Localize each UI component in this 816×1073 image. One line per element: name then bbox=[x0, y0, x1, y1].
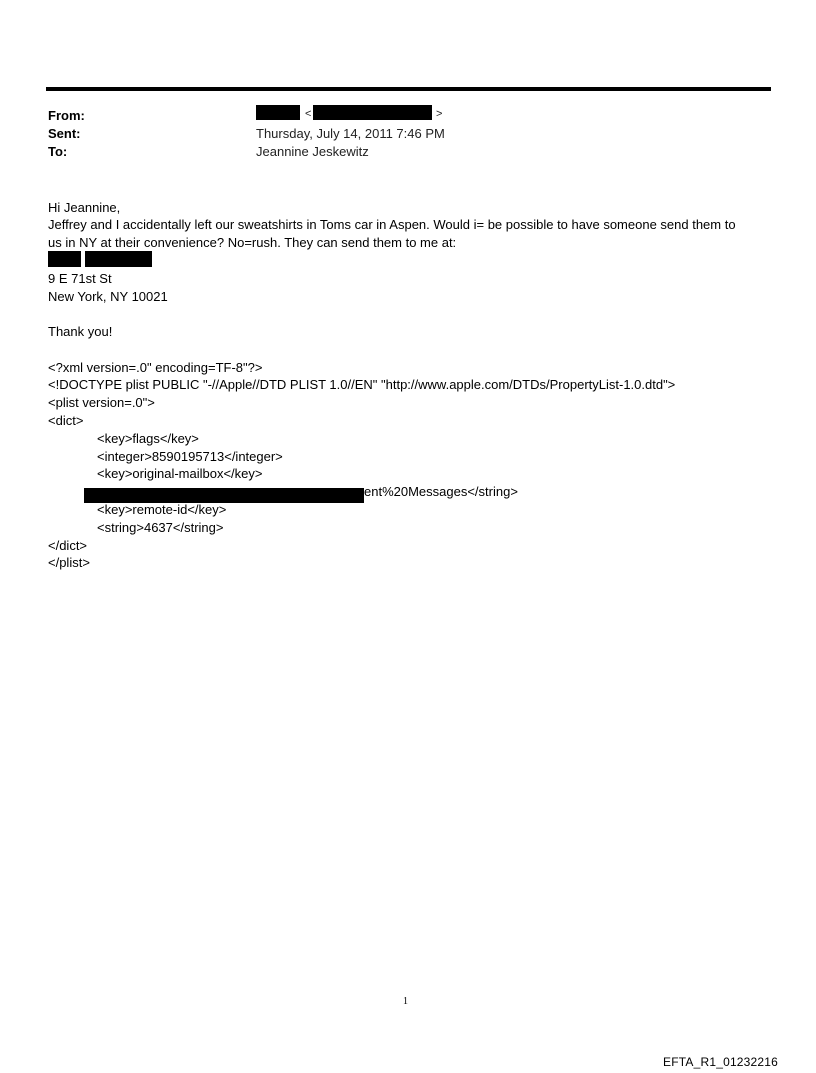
sent-label: Sent: bbox=[48, 126, 81, 141]
body-line-1: Jeffrey and I accidentally left our sweatshirts in Toms car in Aspen. Would i= be possible to have someone send them to bbox=[48, 217, 736, 232]
header-rule bbox=[46, 87, 771, 91]
key-flags: <key>flags</key> bbox=[97, 431, 199, 446]
from-open-bracket: < bbox=[305, 108, 312, 120]
document-id: EFTA_R1_01232216 bbox=[663, 1055, 779, 1069]
plist-close: </plist> bbox=[48, 555, 90, 570]
page-number: 1 bbox=[403, 996, 408, 1007]
from-close-bracket: > bbox=[436, 108, 443, 120]
address-line-2: New York, NY 10021 bbox=[48, 289, 168, 304]
redacted-mailbox-string bbox=[84, 488, 364, 503]
plist-open: <plist version=.0"> bbox=[48, 395, 155, 410]
dict-open: <dict> bbox=[48, 413, 84, 428]
thanks-line: Thank you! bbox=[48, 324, 113, 339]
redacted-sender-email bbox=[313, 105, 432, 120]
dict-close: </dict> bbox=[48, 538, 88, 553]
xml-declaration: <?xml version=.0" encoding=TF-8"?> bbox=[48, 360, 263, 375]
sent-value: Thursday, July 14, 2011 7:46 PM bbox=[256, 126, 445, 141]
key-remote-id: <key>remote-id</key> bbox=[97, 502, 227, 517]
mailbox-string-tail: ent%20Messages</string> bbox=[364, 484, 518, 499]
to-label: To: bbox=[48, 144, 68, 159]
greeting: Hi Jeannine, bbox=[48, 200, 121, 215]
string-remote-id: <string>4637</string> bbox=[97, 520, 224, 535]
body-line-2: us in NY at their convenience? No=rush. They can send them to me at: bbox=[48, 235, 457, 250]
doctype-line: <!DOCTYPE plist PUBLIC "-//Apple//DTD PLIST 1.0//EN" "http://www.apple.com/DTDs/PropertyList-1.0.dtd"> bbox=[48, 377, 676, 392]
key-original-mailbox: <key>original-mailbox</key> bbox=[97, 466, 263, 481]
redacted-name-first bbox=[48, 251, 81, 267]
address-line-1: 9 E 71st St bbox=[48, 271, 112, 286]
to-value: Jeannine Jeskewitz bbox=[256, 144, 369, 159]
from-label: From: bbox=[48, 108, 85, 123]
redacted-name-last bbox=[85, 251, 152, 267]
redacted-sender-name bbox=[256, 105, 300, 120]
integer-flags: <integer>8590195713</integer> bbox=[97, 449, 283, 464]
